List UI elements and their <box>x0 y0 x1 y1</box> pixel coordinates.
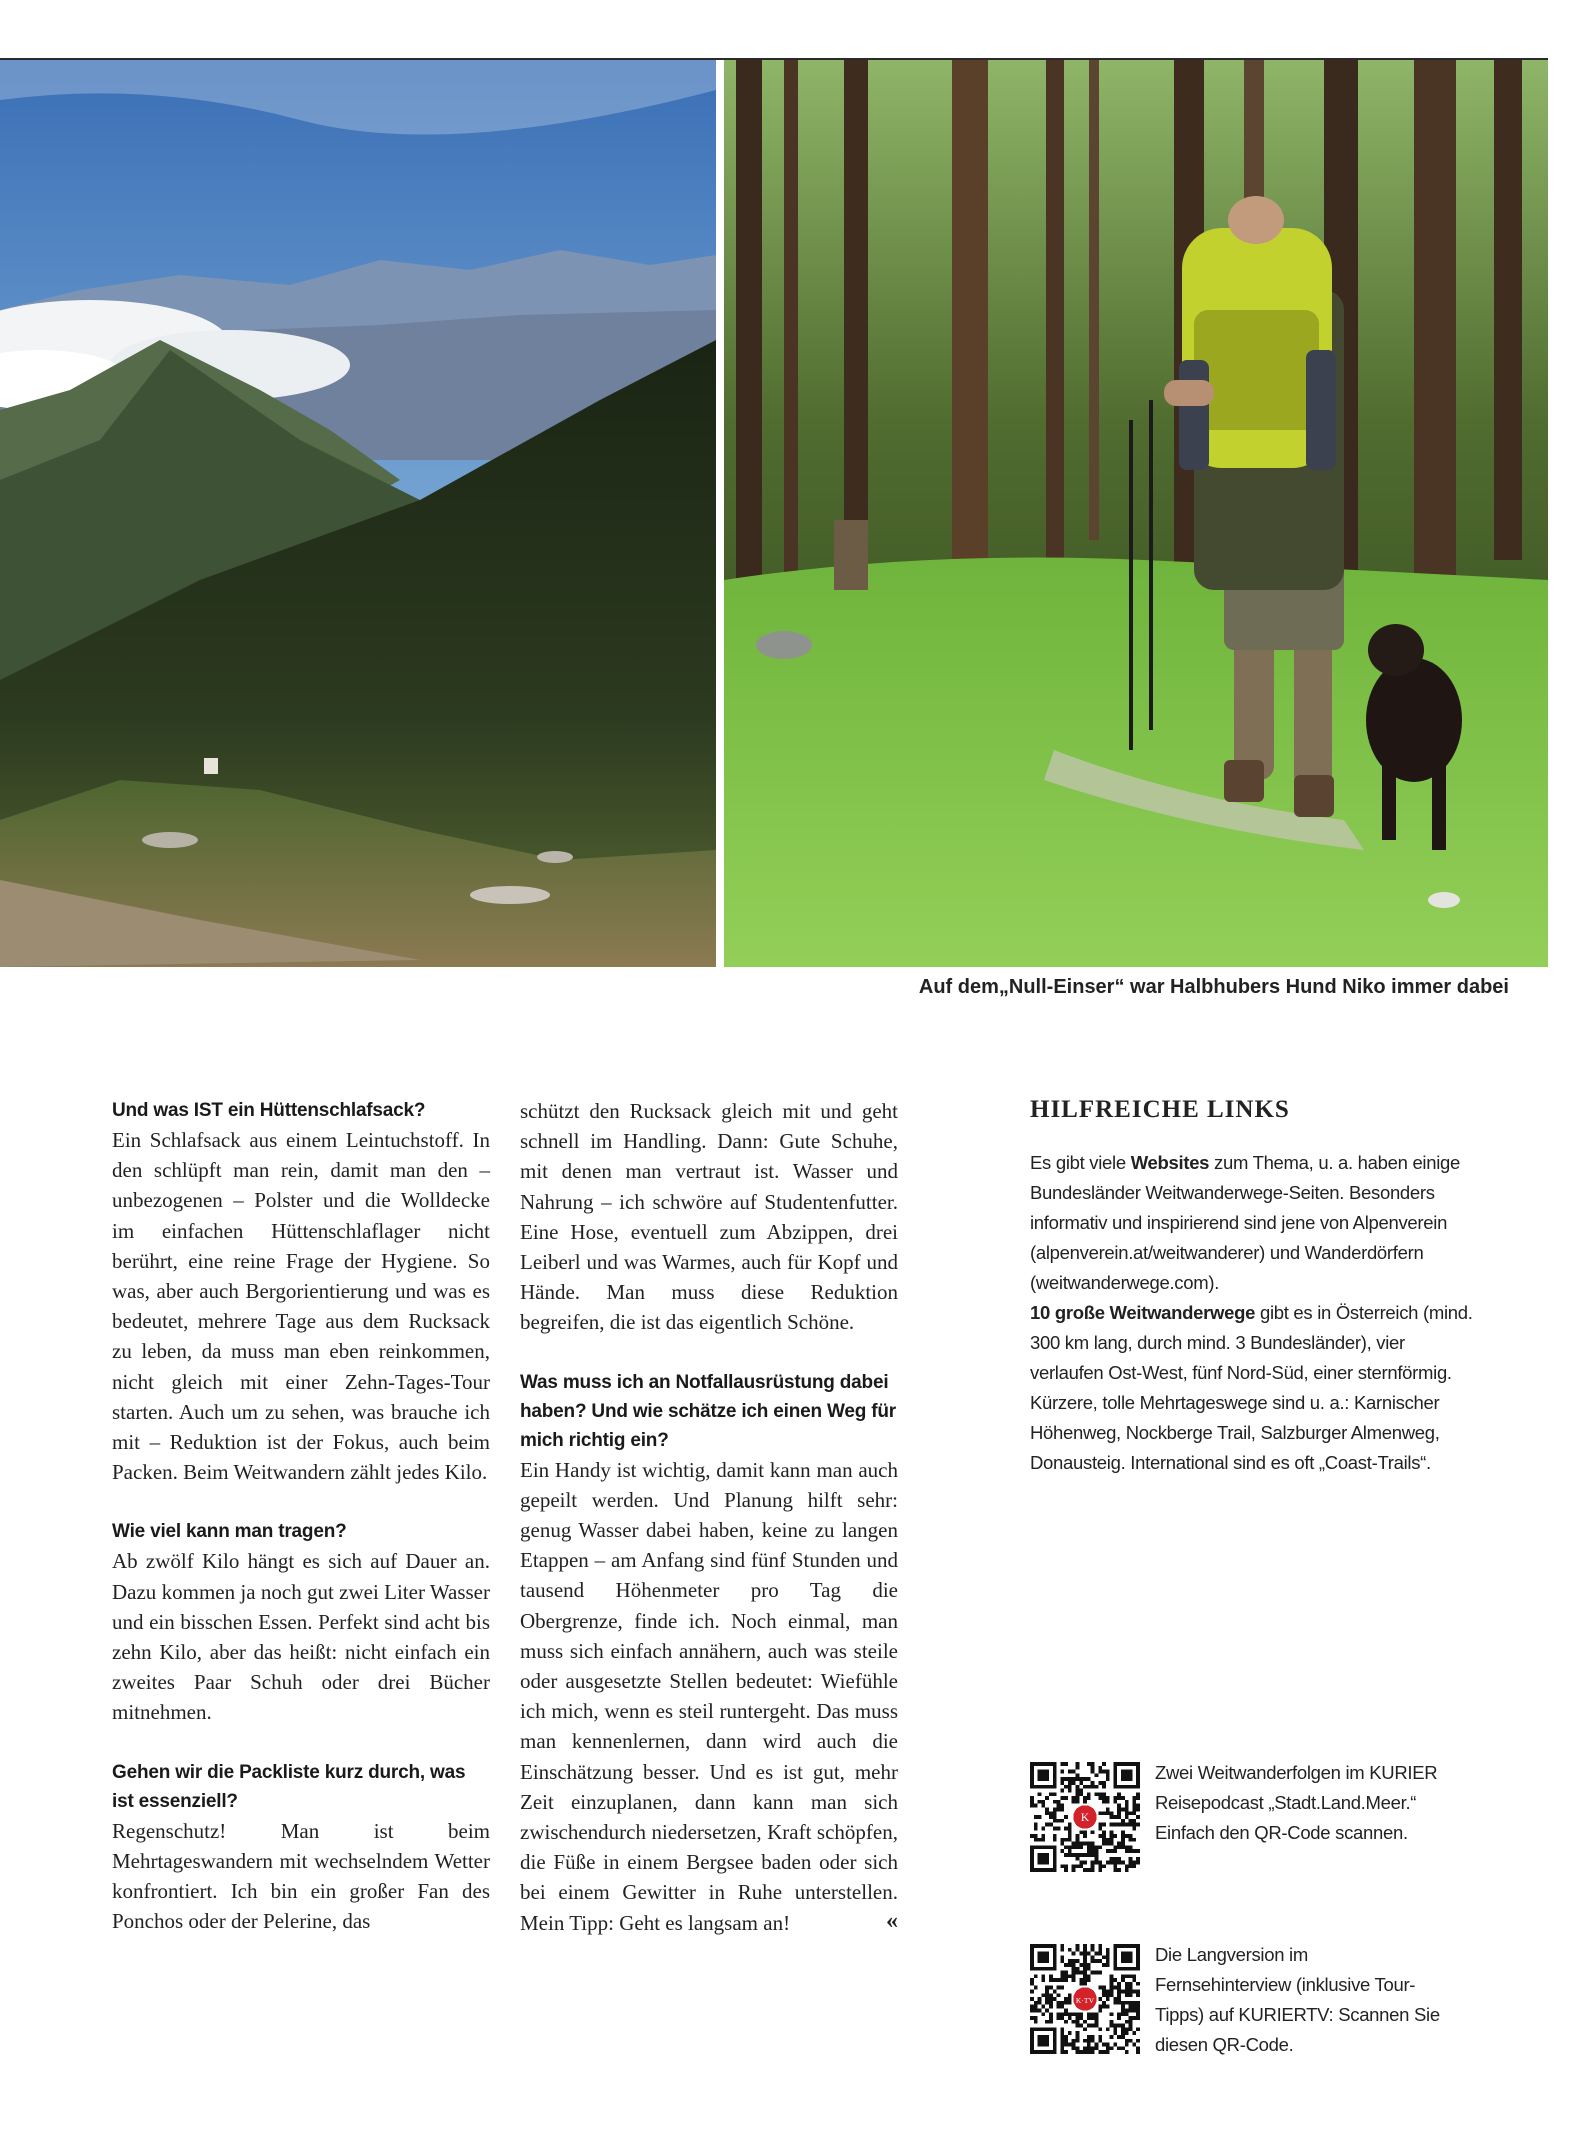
tv-qr-block <box>1030 1944 1450 2056</box>
forest-hiker-photo <box>724 60 1548 967</box>
podcast-qr-text: Zwei Weitwanderfolgen im KURIER Reisepodcast „Stadt.Land.Meer.“ Einfach den QR-Code scannen. <box>1155 1762 1438 1843</box>
interview-column-1 <box>112 1096 490 1936</box>
helpful-links-box <box>1030 1096 1480 1478</box>
tv-qr-code[interactable] <box>1030 1944 1140 2054</box>
question-heading: Und was IST ein Hüttenschlafsack? <box>112 1100 426 1121</box>
answer-text: Ab zwölf Kilo hängt es sich auf Dauer an. Dazu kommen ja noch gut zwei Liter Wasser und ein bisschen Essen. Perfekt sind acht bis zehn Kilo, aber das heißt: nicht einfach ein zweites Paar Schuh oder drei Bücher mitnehmen. <box>112 1549 490 1725</box>
article-end-mark: « <box>886 1907 898 1934</box>
interview-column-2 <box>520 1096 898 1938</box>
sidebar-paragraph-websites <box>1030 1148 1480 1298</box>
kurier-logo-icon: K <box>1080 1812 1090 1825</box>
podcast-qr-block <box>1030 1762 1450 1874</box>
kurier-logo-icon: K·TV <box>1075 1996 1095 2006</box>
sidebar-text: Es gibt viele <box>1030 1152 1131 1173</box>
photo-caption: Auf dem„Null-Einser“ war Halbhubers Hund Niko immer dabei <box>918 976 1509 998</box>
answer-text <box>520 1455 898 1938</box>
answer-body: Ein Handy ist wichtig, damit kann man auch gepeilt werden. Und Planung hilft sehr: genug Wasser dabei haben, keine zu langen Etappen – am Anfang sind fünf Stunden und tausend Höhenmeter pro Tag die Obergrenze, finde ich. Noch einmal, man muss sich einfach annähern, auch was steile oder ausgesetzte Stellen bedeutet: Wiefühle ich mich, wenn es steil runtergeht. Das muss man kennenlernen, dann wird auch die Einschätzung besser. Und es ist gut, mehr Zeit einzuplanen, dann kann man sich zwischendurch niedersetzen, Kraft schöpfen, die Füße in einem Bergsee baden oder sich bei einem Gewitter in Ruhe unterstellen. Mein Tipp: Geht es langsam an! <box>520 1457 898 1935</box>
sidebar-text: gibt es in Österreich (mind. 300 km lang, durch mind. 3 Bundesländer), vier verlaufen Ost-West, fünf Nord-Süd, einer sternförmig. Kürzere, tolle Mehrtageswege sind u. a.: Karnischer Höhenweg, Nockberge Trail, Salzburger Almenweg, Donausteig. International sind es oft „Coast-Trails“. <box>1030 1302 1473 1473</box>
question-heading: Wie viel kann man tragen? <box>112 1521 347 1543</box>
answer-text: Regenschutz! Man ist beim Mehrtageswandern mit wechselndem Wetter konfrontiert. Ich bin ein großer Fan des Ponchos oder der Pelerine, das <box>112 1818 490 1934</box>
question-heading: Gehen wir die Packliste kurz durch, was ist essenziell? <box>112 1761 466 1812</box>
sidebar-paragraph-trails <box>1030 1298 1480 1478</box>
sidebar-bold-text: Websites <box>1130 1152 1210 1173</box>
question-heading: Was muss ich an Notfallausrüstung dabei haben? Und wie schätze ich einen Weg für mich richtig ein? <box>520 1371 896 1451</box>
answer-text: schützt den Rucksack gleich mit und geht schnell im Handling. Dann: Gute Schuhe, mit denen man vertraut ist. Wasser und Nahrung – ich schwöre auf Studentenfutter. Eine Hose, eventuell zum Abzippen, drei Leiberl und was Warmes, auch für Kopf und Hände. Man muss diese Reduktion begreifen, die ist das eigentlich Schöne. <box>520 1099 898 1335</box>
sidebar-bold-text: 10 große Weitwanderwege <box>1030 1302 1256 1323</box>
mountain-photo <box>0 60 716 967</box>
tv-qr-text: Die Langversion im Fernsehinterview (inklusive Tour-Tipps) auf KURIERTV: Scannen Sie diesen QR-Code. <box>1155 1944 1440 2055</box>
sidebar-heading: HILFREICHE LINKS <box>1030 1096 1290 1123</box>
podcast-qr-code[interactable] <box>1030 1762 1140 1872</box>
sidebar-text: zum Thema, u. a. haben einige Bundesländer Weitwanderwege-Seiten. Besonders informativ und inspirierend sind jene von Alpenverein (alpenverein.at/weitwanderer) und Wanderdörfern (weitwanderwege.com). <box>1030 1152 1461 1293</box>
answer-text: Ein Schlafsack aus einem Leintuchstoff. In den schlüpft man rein, damit man den – unbezogenen – Polster und die Wolldecke im einfachen Hüttenschlaflager nicht berührt, eine reine Frage der Hygiene. So was, aber auch Bergorientierung und was es bedeutet, mehrere Tage aus dem Rucksack zu leben, da muss man eben reinkommen, nicht gleich mit einer Zehn-Tages-Tour starten. Auch um zu sehen, was brauche ich mit – Reduktion ist der Fokus, auch beim Packen. Beim Weitwandern zählt jedes Kilo. <box>112 1128 490 1485</box>
